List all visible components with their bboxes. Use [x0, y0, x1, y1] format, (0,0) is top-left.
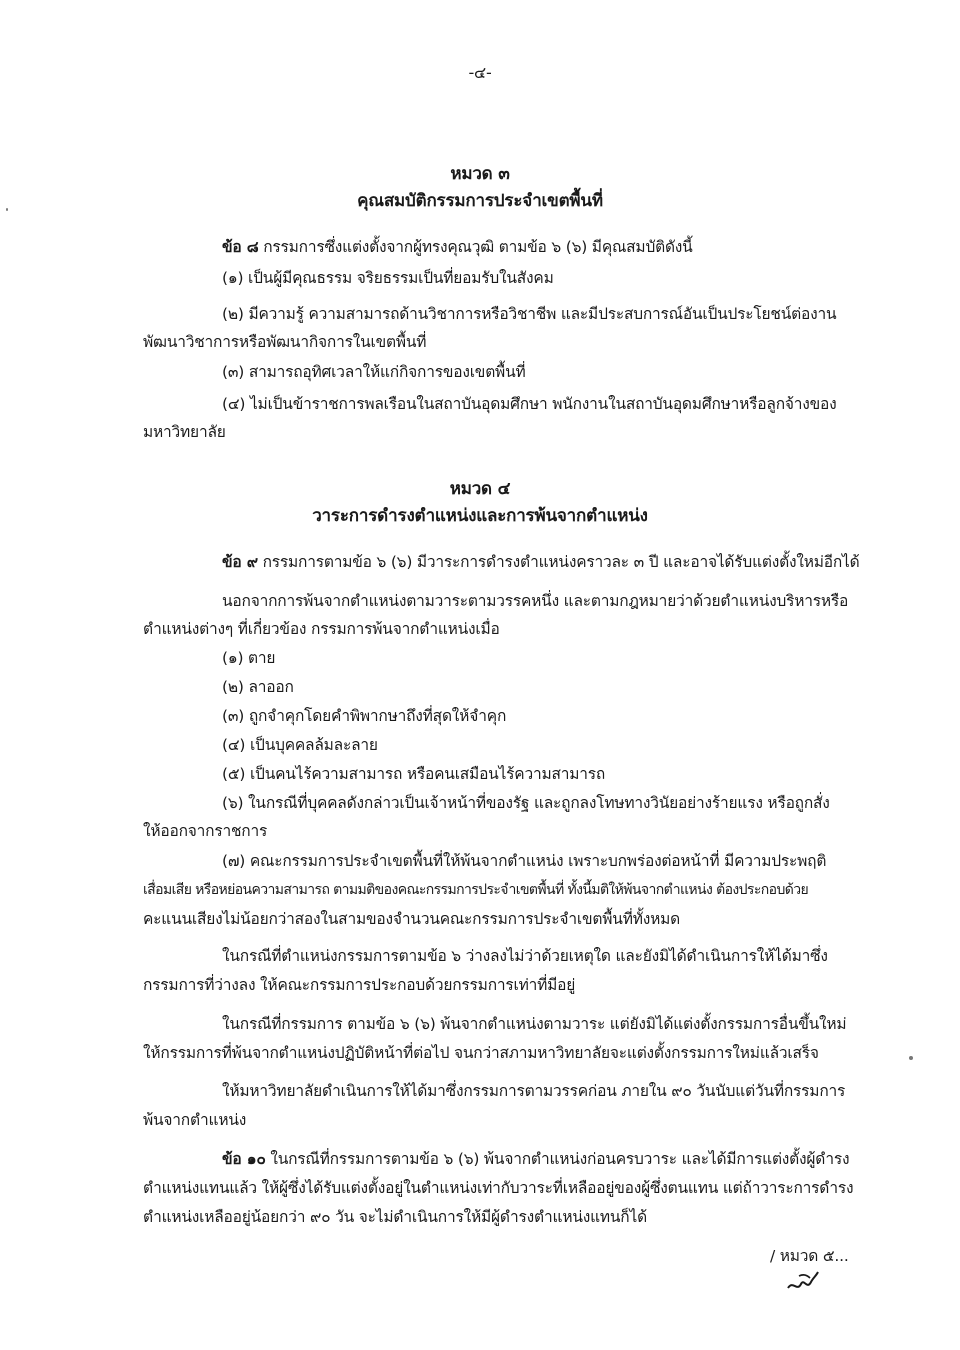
article-10-label: ข้อ ๑๐ [222, 1150, 266, 1168]
scan-speck [6, 208, 8, 211]
reason-7-line-1: (๗) คณะกรรมการประจำเขตพื้นที่ให้พ้นจากตำแหน่ง เพราะบกพร่องต่อหน้าที่ มีความประพฤติ [222, 852, 827, 870]
reason-6-line-2: ให้ออกจากราชการ [143, 822, 268, 840]
qualification-1: (๑) เป็นผู้มีคุณธรรม จริยธรรมเป็นที่ยอมรับในสังคม [222, 269, 554, 287]
article-10-line-3: ตำแหน่งเหลืออยู่น้อยกว่า ๙๐ วัน จะไม่ดำเนินการให้มีผู้ดำรงตำแหน่งแทนก็ได้ [143, 1208, 647, 1226]
qualification-4-line-1: (๔) ไม่เป็นข้าราชการพลเรือนในสถาบันอุดมศึกษา พนักงานในสถาบันอุดมศึกษาหรือลูกจ้างของ [222, 395, 837, 413]
article-10-line-1 [222, 1148, 849, 1170]
scan-speck [909, 1056, 913, 1060]
article-9 [222, 551, 859, 573]
article-10-line-2: ตำแหน่งแทนแล้ว ให้ผู้ซึ่งได้รับแต่งตั้งอยู่ในตำแหน่งเท่ากับวาระที่เหลืออยู่ของผู้ซึ่งตนแทน แต่ถ้าวาระการดำรง [143, 1179, 854, 1197]
article-8-text: กรรมการซึ่งแต่งตั้งจากผู้ทรงคุณวุฒิ ตามข้อ ๖ (๖) มีคุณสมบัติดังนี้ [258, 238, 693, 256]
reason-1: (๑) ตาย [222, 649, 276, 667]
qualification-2-line-1: (๒) มีความรู้ ความสามารถด้านวิชาการหรือวิชาชีพ และมีประสบการณ์อันเป็นประโยชน์ต่องาน [222, 305, 837, 323]
paragraph-2-line-1: ในกรณีที่ตำแหน่งกรรมการตามข้อ ๖ ว่างลงไม่ว่าด้วยเหตุใด และยังมิได้ดำเนินการให้ได้มาซึ่ง [222, 947, 828, 965]
qualification-2-line-2: พัฒนาวิชาการหรือพัฒนากิจการในเขตพื้นที่ [143, 333, 427, 351]
paragraph-1-line-2: ตำแหน่งต่างๆ ที่เกี่ยวข้อง กรรมการพ้นจากตำแหน่งเมื่อ [143, 620, 500, 638]
reason-2: (๒) ลาออก [222, 678, 294, 696]
article-8 [222, 236, 693, 258]
paragraph-1-line-1: นอกจากการพ้นจากตำแหน่งตามวาระตามวรรคหนึ่ง และตามกฎหมายว่าด้วยตำแหน่งบริหารหรือ [222, 592, 849, 610]
reason-6-line-1: (๖) ในกรณีที่บุคคลดังกล่าวเป็นเจ้าหน้าที่ของรัฐ และถูกลงโทษทางวินัยอย่างร้ายแรง หรือถูกสั่ง [222, 794, 830, 812]
chapter-3-title: คุณสมบัติกรรมการประจำเขตพื้นที่ [357, 191, 603, 211]
chapter-3-heading: หมวด ๓ [450, 164, 510, 184]
page-number: -๔- [468, 63, 492, 82]
article-10-text: ในกรณีที่กรรมการตามข้อ ๖ (๖) พ้นจากตำแหน่งก่อนครบวาระ และได้มีการแต่งตั้งผู้ดำรง [265, 1150, 850, 1168]
article-9-label: ข้อ ๙ [222, 553, 258, 571]
article-8-label: ข้อ ๘ [222, 238, 259, 256]
continuation-note: / หมวด ๕... [770, 1247, 849, 1265]
qualification-4-line-2: มหาวิทยาลัย [143, 423, 226, 441]
paragraph-3-line-1: ในกรณีที่กรรมการ ตามข้อ ๖ (๖) พ้นจากตำแหน่งตามวาระ แต่ยังมิได้แต่งตั้งกรรมการอื่นขึ้นใหม่ [222, 1015, 847, 1033]
reason-4: (๔) เป็นบุคคลล้มละลาย [222, 736, 378, 754]
chapter-4-heading: หมวด ๔ [449, 479, 511, 499]
reason-7-line-2: เสื่อมเสีย หรือหย่อนความสามารถ ตามมติของคณะกรรมการประจำเขตพื้นที่ ทั้งนี้มติให้พ้นจากตำแหน่ง ต้องประกอบด้วย [143, 882, 809, 898]
paragraph-4-line-2: พ้นจากตำแหน่ง [143, 1111, 247, 1129]
chapter-4-title: วาระการดำรงตำแหน่งและการพ้นจากตำแหน่ง [312, 506, 648, 526]
paragraph-4-line-1: ให้มหาวิทยาลัยดำเนินการให้ได้มาซึ่งกรรมการตามวรรคก่อน ภายใน ๙๐ วันนับแต่วันที่กรรมการ [222, 1082, 846, 1100]
initial-signature [785, 1268, 821, 1294]
reason-7-line-3: คะแนนเสียงไม่น้อยกว่าสองในสามของจำนวนคณะกรรมการประจำเขตพื้นที่ทั้งหมด [143, 910, 681, 928]
reason-3: (๓) ถูกจำคุกโดยคำพิพากษาถึงที่สุดให้จำคุก [222, 707, 507, 725]
paragraph-3-line-2: ให้กรรมการที่พ้นจากตำแหน่งปฏิบัติหน้าที่ต่อไป จนกว่าสภามหาวิทยาลัยจะแต่งตั้งกรรมการใหม่แล้วเสร็จ [143, 1044, 819, 1062]
paragraph-2-line-2: กรรมการที่ว่างลง ให้คณะกรรมการประกอบด้วยกรรมการเท่าที่มีอยู่ [143, 976, 576, 994]
article-9-text: กรรมการตามข้อ ๖ (๖) มีวาระการดำรงตำแหน่งคราวละ ๓ ปี และอาจได้รับแต่งตั้งใหม่อีกได้ [257, 553, 860, 571]
qualification-3: (๓) สามารถอุทิศเวลาให้แก่กิจการของเขตพื้นที่ [222, 363, 526, 381]
reason-5: (๕) เป็นคนไร้ความสามารถ หรือคนเสมือนไร้ความสามารถ [222, 765, 606, 783]
